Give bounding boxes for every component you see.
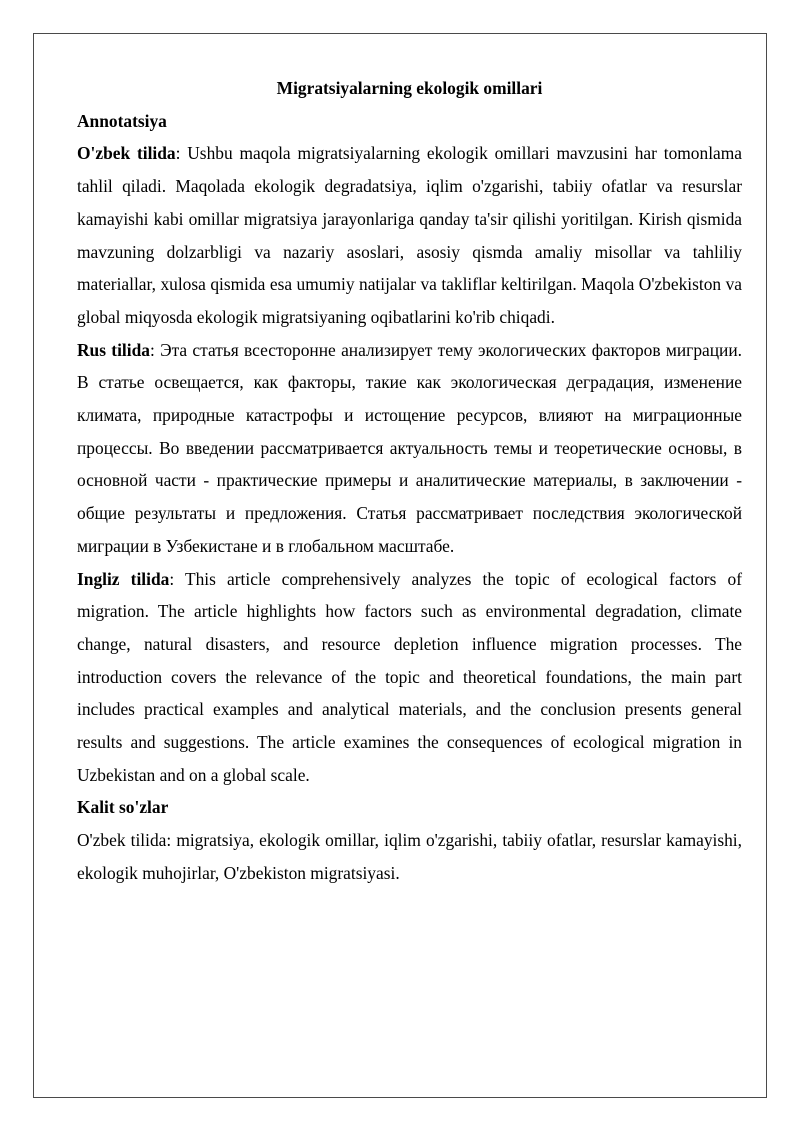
annotation-heading: Annotatsiya (77, 110, 167, 131)
abstract-english-text: : This article comprehensively analyzes the topic of ecological factors of migration. The article highlights how factors such as environmental degradation, climate change, natural disasters, and resource depletion influence migration processes. The introduction covers the relevance of the topic and theoretical foundations, the main part includes practical examples and analytical materials, and the conclusion presents general results and suggestions. The article examines the consequences of ecological migration in Uzbekistan and on a global scale. (77, 568, 742, 785)
keywords-text: O'zbek tilida: migratsiya, ekologik omillar, iqlim o'zgarishi, tabiiy ofatlar, resurslar kamayishi, ekologik muhojirlar, O'zbekiston migratsiyasi. (77, 830, 742, 883)
abstract-uzbek-text: : Ushbu maqola migratsiyalarning ekologik omillari mavzusini har tomonlama tahlil qiladi. Maqolada ekologik degradatsiya, iqlim o'zgarishi, tabiiy ofatlar va resurslar kamayishi kabi omillar migratsiya jarayonlariga qanday ta'sir qilishi yoritilgan. Kirish qismida mavzuning dolzarbligi va nazariy asoslari, asosiy qismda amaliy misollar va tahliliy materiallar, xulosa qismida esa umumiy natijalar va takliflar keltirilgan. Maqola O'zbekiston va global miqyosda ekologik migratsiyaning oqibatlarini ko'rib chiqadi. (77, 143, 742, 327)
document-title: Migratsiyalarning ekologik omillari (276, 78, 543, 98)
abstract-russian-label: Rus tilida (77, 339, 150, 360)
abstract-russian-text: : Эта статья всесторонне анализирует тему экологических факторов миграции. В статье освещается, как факторы, такие как экологическая деградация, изменение климата, природные катастрофы и истощение ресурсов, влияют на миграционные процессы. Во введении рассматривается актуальность темы и теоретические основы, в основной части - практические примеры и аналитические материалы, в заключении - общие результаты и предложения. Статья рассматривает последствия экологической миграции в Узбекистане и в глобальном масштабе. (77, 339, 742, 556)
document-body (77, 72, 742, 890)
abstract-uzbek-label: O'zbek tilida (77, 143, 176, 164)
abstract-english (77, 563, 742, 792)
abstract-uzbek (77, 137, 742, 333)
abstract-russian (77, 334, 742, 563)
keywords-heading: Kalit so'zlar (77, 797, 169, 818)
abstract-english-label: Ingliz tilida (77, 568, 170, 589)
